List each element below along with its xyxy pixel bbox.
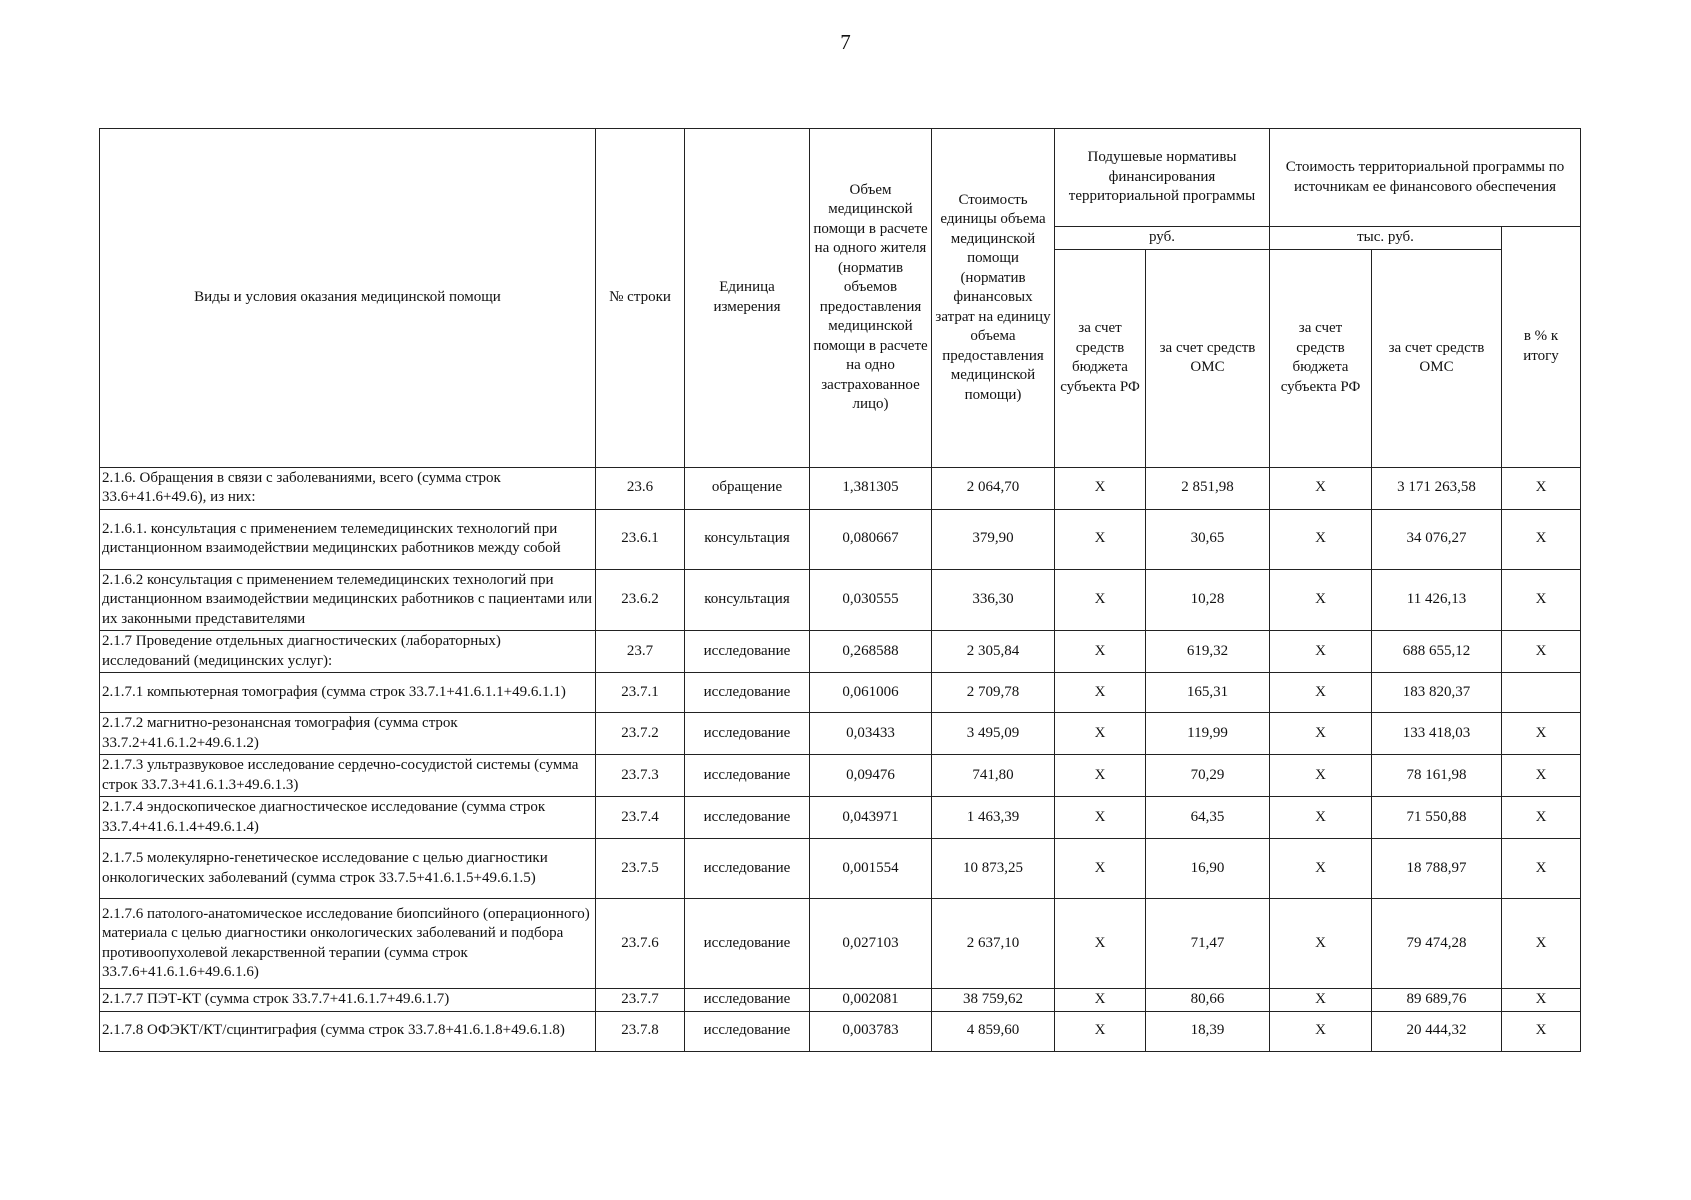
cell-pc-budget: Х	[1055, 673, 1146, 713]
cell-volume: 0,09476	[810, 755, 932, 797]
cell-pc-oms: 18,39	[1146, 1011, 1270, 1051]
cell-volume: 0,027103	[810, 899, 932, 989]
cell-percent: Х	[1502, 797, 1581, 839]
cell-volume: 0,043971	[810, 797, 932, 839]
header-row-no: № строки	[596, 129, 685, 468]
cell-unit: обращение	[685, 467, 810, 509]
header-percent: в % к итогу	[1502, 227, 1581, 468]
cell-pc-budget: Х	[1055, 989, 1146, 1012]
cell-pc-budget: Х	[1055, 1011, 1146, 1051]
cell-pc-oms: 30,65	[1146, 509, 1270, 569]
cell-cost: 3 495,09	[932, 713, 1055, 755]
header-tc-budget: за счет средств бюджета субъекта РФ	[1270, 249, 1372, 467]
medical-care-table	[99, 128, 1581, 1052]
cell-volume: 0,061006	[810, 673, 932, 713]
cell-unit: исследование	[685, 631, 810, 673]
cell-cost: 2 709,78	[932, 673, 1055, 713]
cell-row-no: 23.7.5	[596, 839, 685, 899]
cell-pc-budget: Х	[1055, 631, 1146, 673]
cell-tc-budget: Х	[1270, 509, 1372, 569]
cell-name: 2.1.6.1. консультация с применением телемедицинских технологий при дистанционном взаимодействии медицинских работников между собой	[100, 509, 596, 569]
cell-name: 2.1.7.3 ультразвуковое исследование сердечно-сосудистой системы (сумма строк 33.7.3+41.6.1.3+49.6.1.3)	[100, 755, 596, 797]
cell-volume: 0,030555	[810, 569, 932, 631]
cell-percent: Х	[1502, 839, 1581, 899]
cell-unit: исследование	[685, 1011, 810, 1051]
header-unit: Единица измерения	[685, 129, 810, 468]
cell-percent: Х	[1502, 1011, 1581, 1051]
cell-pc-budget: Х	[1055, 569, 1146, 631]
cell-row-no: 23.6.2	[596, 569, 685, 631]
table-row	[100, 509, 1581, 569]
cell-pc-oms: 70,29	[1146, 755, 1270, 797]
page-number: 7	[840, 30, 851, 54]
table-row	[100, 569, 1581, 631]
header-program-cost: Стоимость территориальной программы по источникам ее финансового обеспечения	[1270, 129, 1581, 227]
cell-pc-budget: Х	[1055, 899, 1146, 989]
cell-name: 2.1.7.5 молекулярно-генетическое исследование с целью диагностики онкологических заболеваний (сумма строк 33.7.5+41.6.1.5+49.6.1.5)	[100, 839, 596, 899]
header-tc-oms: за счет средств ОМС	[1372, 249, 1502, 467]
cell-tc-budget: Х	[1270, 899, 1372, 989]
table-row	[100, 899, 1581, 989]
cell-unit: консультация	[685, 569, 810, 631]
cell-pc-budget: Х	[1055, 467, 1146, 509]
cell-tc-oms: 688 655,12	[1372, 631, 1502, 673]
header-pc-oms: за счет средств ОМС	[1146, 249, 1270, 467]
cell-percent: Х	[1502, 713, 1581, 755]
cell-tc-budget: Х	[1270, 797, 1372, 839]
cell-cost: 4 859,60	[932, 1011, 1055, 1051]
cell-tc-oms: 71 550,88	[1372, 797, 1502, 839]
cell-name: 2.1.6. Обращения в связи с заболеваниями, всего (сумма строк 33.6+41.6+49.6), из них:	[100, 467, 596, 509]
cell-pc-oms: 619,32	[1146, 631, 1270, 673]
cell-pc-budget: Х	[1055, 755, 1146, 797]
cell-pc-budget: Х	[1055, 797, 1146, 839]
cell-pc-oms: 2 851,98	[1146, 467, 1270, 509]
cell-row-no: 23.6.1	[596, 509, 685, 569]
cell-tc-budget: Х	[1270, 631, 1372, 673]
cell-tc-budget: Х	[1270, 713, 1372, 755]
cell-tc-oms: 18 788,97	[1372, 839, 1502, 899]
cell-percent: Х	[1502, 631, 1581, 673]
table-row	[100, 797, 1581, 839]
cell-tc-budget: Х	[1270, 673, 1372, 713]
cell-unit: консультация	[685, 509, 810, 569]
cell-tc-budget: Х	[1270, 467, 1372, 509]
cell-pc-oms: 80,66	[1146, 989, 1270, 1012]
cell-volume: 0,003783	[810, 1011, 932, 1051]
cell-row-no: 23.7.1	[596, 673, 685, 713]
table-row	[100, 989, 1581, 1012]
cell-percent: Х	[1502, 899, 1581, 989]
cell-percent: Х	[1502, 509, 1581, 569]
cell-tc-oms: 89 689,76	[1372, 989, 1502, 1012]
header-cost: Стоимость единицы объема медицинской помощи (норматив финансовых затрат на единицу объема предоставления медицинской помощи)	[932, 129, 1055, 468]
cell-tc-budget: Х	[1270, 989, 1372, 1012]
header-thous-rub: тыс. руб.	[1270, 227, 1502, 250]
cell-cost: 336,30	[932, 569, 1055, 631]
cell-volume: 0,268588	[810, 631, 932, 673]
cell-tc-budget: Х	[1270, 569, 1372, 631]
cell-pc-oms: 16,90	[1146, 839, 1270, 899]
header-per-capita: Подушевые нормативы финансирования территориальной программы	[1055, 129, 1270, 227]
cell-tc-oms: 79 474,28	[1372, 899, 1502, 989]
cell-cost: 38 759,62	[932, 989, 1055, 1012]
cell-tc-oms: 133 418,03	[1372, 713, 1502, 755]
cell-row-no: 23.7.2	[596, 713, 685, 755]
cell-volume: 0,080667	[810, 509, 932, 569]
table-row	[100, 467, 1581, 509]
cell-row-no: 23.7.6	[596, 899, 685, 989]
cell-percent: Х	[1502, 467, 1581, 509]
cell-tc-budget: Х	[1270, 1011, 1372, 1051]
cell-row-no: 23.7.4	[596, 797, 685, 839]
cell-percent	[1502, 673, 1581, 713]
cell-cost: 379,90	[932, 509, 1055, 569]
cell-name: 2.1.7.6 патолого-анатомическое исследование биопсийного (операционного) материала с целью диагностики онкологических заболеваний и подбора противоопухолевой лекарственной терапии (сумма строк 33.7.6+41.6.1.6+49.6.1.6)	[100, 899, 596, 989]
cell-name: 2.1.7.4 эндоскопическое диагностическое исследование (сумма строк 33.7.4+41.6.1.4+49.6.1.4)	[100, 797, 596, 839]
cell-pc-budget: Х	[1055, 713, 1146, 755]
cell-name: 2.1.7.1 компьютерная томография (сумма строк 33.7.1+41.6.1.1+49.6.1.1)	[100, 673, 596, 713]
cell-name: 2.1.6.2 консультация с применением телемедицинских технологий при дистанционном взаимодействии медицинских работников с пациентами или их законными представителями	[100, 569, 596, 631]
cell-unit: исследование	[685, 673, 810, 713]
cell-cost: 2 064,70	[932, 467, 1055, 509]
header-kind: Виды и условия оказания медицинской помощи	[100, 129, 596, 468]
cell-pc-oms: 71,47	[1146, 899, 1270, 989]
header-volume: Объем медицинской помощи в расчете на одного жителя (норматив объемов предоставления медицинской помощи в расчете на одно застрахованное лицо)	[810, 129, 932, 468]
header-rub: руб.	[1055, 227, 1270, 250]
cell-cost: 2 637,10	[932, 899, 1055, 989]
cell-name: 2.1.7.8 ОФЭКТ/КТ/сцинтиграфия (сумма строк 33.7.8+41.6.1.8+49.6.1.8)	[100, 1011, 596, 1051]
table-row	[100, 631, 1581, 673]
cell-row-no: 23.7.7	[596, 989, 685, 1012]
cell-volume: 0,001554	[810, 839, 932, 899]
cell-row-no: 23.7.8	[596, 1011, 685, 1051]
cell-cost: 741,80	[932, 755, 1055, 797]
cell-tc-oms: 11 426,13	[1372, 569, 1502, 631]
table-row	[100, 673, 1581, 713]
table-row	[100, 755, 1581, 797]
cell-volume: 0,002081	[810, 989, 932, 1012]
cell-pc-budget: Х	[1055, 509, 1146, 569]
cell-tc-oms: 3 171 263,58	[1372, 467, 1502, 509]
cell-volume: 1,381305	[810, 467, 932, 509]
cell-name: 2.1.7.2 магнитно-резонансная томография (сумма строк 33.7.2+41.6.1.2+49.6.1.2)	[100, 713, 596, 755]
cell-unit: исследование	[685, 713, 810, 755]
cell-unit: исследование	[685, 989, 810, 1012]
table-body	[100, 467, 1581, 1051]
table-row	[100, 1011, 1581, 1051]
cell-unit: исследование	[685, 755, 810, 797]
cell-pc-oms: 165,31	[1146, 673, 1270, 713]
cell-percent: Х	[1502, 755, 1581, 797]
cell-row-no: 23.7	[596, 631, 685, 673]
cell-pc-oms: 119,99	[1146, 713, 1270, 755]
cell-volume: 0,03433	[810, 713, 932, 755]
cell-name: 2.1.7.7 ПЭТ-КТ (сумма строк 33.7.7+41.6.1.7+49.6.1.7)	[100, 989, 596, 1012]
cell-cost: 10 873,25	[932, 839, 1055, 899]
cell-tc-budget: Х	[1270, 755, 1372, 797]
cell-unit: исследование	[685, 797, 810, 839]
cell-unit: исследование	[685, 839, 810, 899]
cell-pc-budget: Х	[1055, 839, 1146, 899]
cell-tc-oms: 20 444,32	[1372, 1011, 1502, 1051]
cell-tc-budget: Х	[1270, 839, 1372, 899]
cell-name: 2.1.7 Проведение отдельных диагностических (лабораторных) исследований (медицинских услуг):	[100, 631, 596, 673]
cell-row-no: 23.6	[596, 467, 685, 509]
cell-tc-oms: 183 820,37	[1372, 673, 1502, 713]
cell-pc-oms: 10,28	[1146, 569, 1270, 631]
cell-row-no: 23.7.3	[596, 755, 685, 797]
cell-cost: 2 305,84	[932, 631, 1055, 673]
cell-unit: исследование	[685, 899, 810, 989]
cell-tc-oms: 34 076,27	[1372, 509, 1502, 569]
table-row	[100, 839, 1581, 899]
table-row	[100, 713, 1581, 755]
cell-tc-oms: 78 161,98	[1372, 755, 1502, 797]
cell-cost: 1 463,39	[932, 797, 1055, 839]
cell-pc-oms: 64,35	[1146, 797, 1270, 839]
cell-percent: Х	[1502, 989, 1581, 1012]
cell-percent: Х	[1502, 569, 1581, 631]
header-pc-budget: за счет средств бюджета субъекта РФ	[1055, 249, 1146, 467]
